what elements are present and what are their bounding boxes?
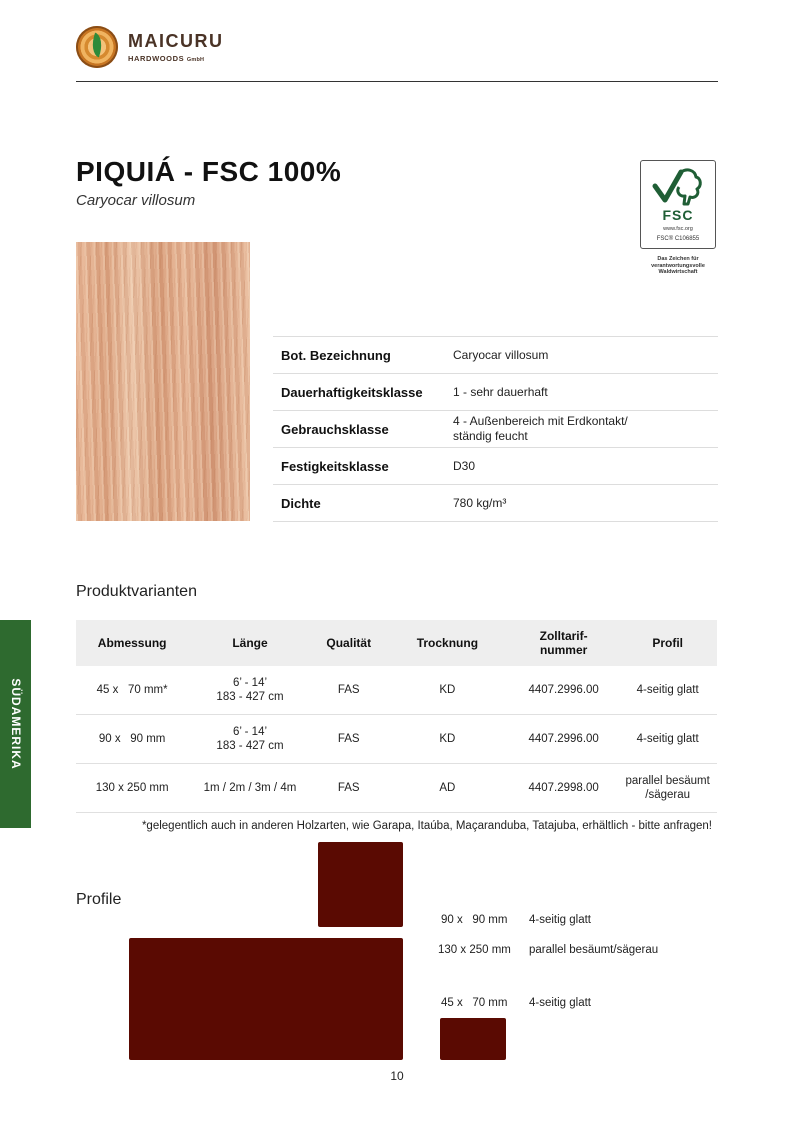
- column-header: Trocknung: [386, 620, 509, 666]
- profile-dimension: 45 x 70 mm: [441, 997, 508, 1009]
- property-label: Dauerhaftigkeitsklasse: [281, 384, 423, 400]
- region-label: SÜDAMERIKA: [8, 678, 23, 770]
- profile-type: 4-seitig glatt: [529, 997, 592, 1009]
- property-row: [273, 373, 718, 410]
- fsc-license-code: FSC® C106855: [656, 236, 700, 242]
- cell-drying: KD: [386, 666, 509, 715]
- property-value: D30: [453, 458, 476, 473]
- header-divider: [76, 81, 718, 82]
- wood-sample-image: [76, 242, 250, 521]
- cell-tariff: 4407.2996.00: [509, 666, 618, 715]
- table-row: [76, 715, 717, 764]
- brand-name: MAICURU: [128, 31, 224, 51]
- cell-length: 6’ - 14’ 183 - 427 cm: [188, 715, 311, 764]
- property-label: Festigkeitsklasse: [281, 458, 389, 474]
- cell-profile: 4-seitig glatt: [618, 715, 717, 764]
- brand-subtitle: HARDWOODS GmbH: [128, 54, 205, 63]
- properties-table: [273, 336, 718, 522]
- profile-type: parallel besäumt/sägerau: [529, 944, 659, 956]
- profiles-heading: Profile: [76, 891, 122, 908]
- column-header: Länge: [188, 620, 311, 666]
- product-title: PIQUIÁ - FSC 100%: [76, 156, 342, 187]
- property-row: [273, 484, 718, 522]
- page-number: 10: [390, 1069, 404, 1083]
- profile-dimension: 90 x 90 mm: [441, 914, 508, 926]
- cell-length: 1m / 2m / 3m / 4m: [188, 764, 311, 813]
- cell-drying: AD: [386, 764, 509, 813]
- cell-drying: KD: [386, 715, 509, 764]
- cell-quality: FAS: [312, 764, 386, 813]
- profile-shape-90x90: [318, 842, 403, 927]
- variants-table: [76, 620, 717, 813]
- cell-quality: FAS: [312, 666, 386, 715]
- property-label: Dichte: [281, 495, 321, 511]
- table-row: [76, 764, 717, 813]
- column-header: Profil: [618, 620, 717, 666]
- profile-type: 4-seitig glatt: [529, 914, 592, 926]
- fsc-tree-check-icon: [651, 166, 705, 208]
- property-row: [273, 447, 718, 484]
- cell-profile: 4-seitig glatt: [618, 666, 717, 715]
- column-header: Qualität: [312, 620, 386, 666]
- property-row: [273, 410, 718, 447]
- cell-tariff: 4407.2996.00: [509, 715, 618, 764]
- variants-heading: Produktvarianten: [76, 583, 197, 600]
- table-row: [76, 666, 717, 715]
- property-value: Caryocar villosum: [453, 347, 549, 362]
- cell-dimension: 130 x 250 mm: [76, 764, 188, 813]
- brand-logo: [76, 25, 224, 71]
- cell-tariff: 4407.2998.00: [509, 764, 618, 813]
- profile-shape-130x250: [129, 938, 403, 1060]
- cell-profile: parallel besäumt /sägerau: [618, 764, 717, 813]
- property-value: 1 - sehr dauerhaft: [453, 384, 548, 399]
- fsc-logo: [640, 160, 716, 249]
- profile-dimension: 130 x 250 mm: [438, 944, 511, 956]
- column-header: Zolltarif- nummer: [509, 620, 618, 666]
- variants-footnote: *gelegentlich auch in anderen Holzarten, wie Garapa, Itaúba, Maçaranduba, Tatajuba, erhältlich - bitte anfragen!: [141, 820, 712, 832]
- fsc-caption: Das Zeichen für verantwortungsvolle Waldwirtschaft: [651, 256, 705, 275]
- region-side-tab: [0, 620, 31, 828]
- property-value: 4 - Außenbereich mit Erdkontakt/ ständig feucht: [453, 414, 628, 443]
- cell-dimension: 45 x 70 mm*: [76, 666, 188, 715]
- cell-dimension: 90 x 90 mm: [76, 715, 188, 764]
- cell-quality: FAS: [312, 715, 386, 764]
- property-row: [273, 336, 718, 373]
- cell-length: 6’ - 14’ 183 - 427 cm: [188, 666, 311, 715]
- property-value: 780 kg/m³: [453, 495, 507, 510]
- product-botanical-name: Caryocar villosum: [76, 192, 196, 209]
- property-label: Gebrauchsklasse: [281, 421, 389, 437]
- profile-shape-45x70: [440, 1018, 506, 1060]
- table-header-row: [76, 620, 717, 666]
- column-header: Abmessung: [76, 620, 188, 666]
- fsc-wordmark: FSC: [662, 207, 694, 223]
- fsc-url: www.fsc.org: [663, 226, 693, 232]
- property-label: Bot. Bezeichnung: [281, 347, 391, 363]
